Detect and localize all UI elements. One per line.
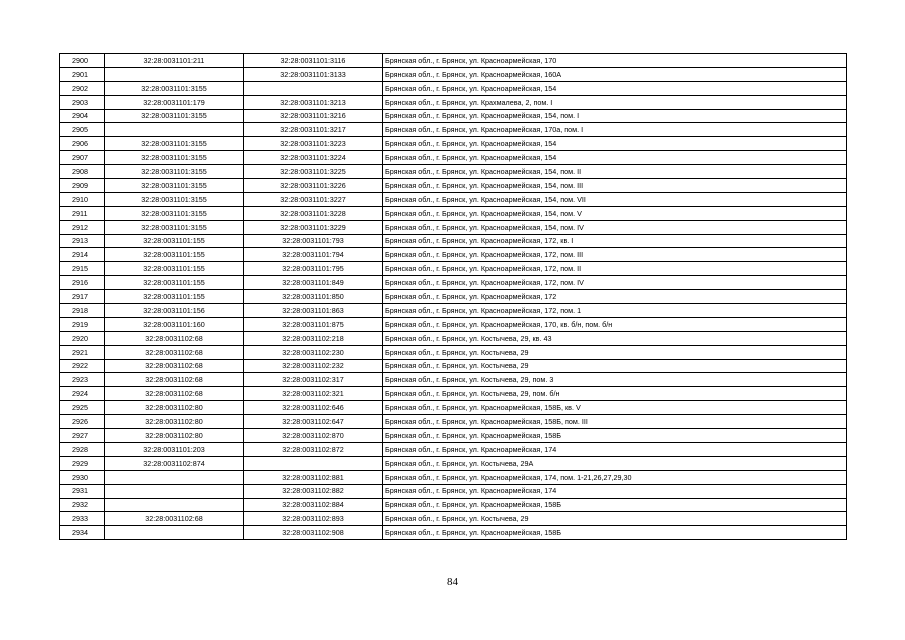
table-row [60, 415, 847, 429]
table-row [60, 484, 847, 498]
row-number-cell: 2922 [60, 359, 105, 373]
row-number-cell: 2909 [60, 179, 105, 193]
cadastral-table [59, 53, 847, 540]
row-number-cell: 2901 [60, 67, 105, 81]
row-number-cell: 2934 [60, 526, 105, 540]
table-row [60, 206, 847, 220]
object-number-cell: 32:28:0031101:875 [244, 317, 383, 331]
object-number-cell: 32:28:0031102:872 [244, 442, 383, 456]
address-cell: Брянская обл., г. Брянск, ул. Костычева, 29 [383, 512, 847, 526]
row-number-cell: 2933 [60, 512, 105, 526]
address-cell: Брянская обл., г. Брянск, ул. Красноармейская, 170а, пом. I [383, 123, 847, 137]
parcel-number-cell: 32:28:0031101:179 [105, 95, 244, 109]
table-row [60, 470, 847, 484]
object-number-cell: 32:28:0031102:870 [244, 429, 383, 443]
row-number-cell: 2916 [60, 276, 105, 290]
object-number-cell: 32:28:0031102:893 [244, 512, 383, 526]
parcel-number-cell: 32:28:0031101:156 [105, 304, 244, 318]
table-row [60, 220, 847, 234]
object-number-cell: 32:28:0031102:882 [244, 484, 383, 498]
row-number-cell: 2904 [60, 109, 105, 123]
parcel-number-cell: 32:28:0031102:68 [105, 373, 244, 387]
parcel-number-cell: 32:28:0031101:155 [105, 234, 244, 248]
address-cell: Брянская обл., г. Брянск, ул. Красноармейская, 154 [383, 151, 847, 165]
object-number-cell: 32:28:0031101:3133 [244, 67, 383, 81]
address-cell: Брянская обл., г. Брянск, ул. Красноармейская, 158Б, кв. V [383, 401, 847, 415]
parcel-number-cell: 32:28:0031101:155 [105, 276, 244, 290]
row-number-cell: 2932 [60, 498, 105, 512]
parcel-number-cell: 32:28:0031101:3155 [105, 151, 244, 165]
object-number-cell [244, 456, 383, 470]
row-number-cell: 2911 [60, 206, 105, 220]
parcel-number-cell: 32:28:0031102:68 [105, 345, 244, 359]
table-row [60, 304, 847, 318]
parcel-number-cell: 32:28:0031101:211 [105, 54, 244, 68]
parcel-number-cell: 32:28:0031101:3155 [105, 220, 244, 234]
table-row [60, 442, 847, 456]
table-row [60, 512, 847, 526]
table-row [60, 359, 847, 373]
address-cell: Брянская обл., г. Брянск, ул. Красноармейская, 154 [383, 137, 847, 151]
row-number-cell: 2905 [60, 123, 105, 137]
row-number-cell: 2908 [60, 165, 105, 179]
object-number-cell: 32:28:0031101:3227 [244, 192, 383, 206]
table-row [60, 526, 847, 540]
address-cell: Брянская обл., г. Брянск, ул. Красноармейская, 158Б [383, 526, 847, 540]
table-row [60, 179, 847, 193]
address-cell: Брянская обл., г. Брянск, ул. Красноармейская, 154, пом. II [383, 165, 847, 179]
parcel-number-cell: 32:28:0031101:3155 [105, 165, 244, 179]
address-cell: Брянская обл., г. Брянск, ул. Красноармейская, 172, пом. IV [383, 276, 847, 290]
address-cell: Брянская обл., г. Брянск, ул. Красноармейская, 174 [383, 484, 847, 498]
row-number-cell: 2930 [60, 470, 105, 484]
table-row [60, 456, 847, 470]
address-cell: Брянская обл., г. Брянск, ул. Красноармейская, 154, пом. VII [383, 192, 847, 206]
address-cell: Брянская обл., г. Брянск, ул. Красноармейская, 172, пом. 1 [383, 304, 847, 318]
object-number-cell: 32:28:0031101:849 [244, 276, 383, 290]
parcel-number-cell: 32:28:0031101:155 [105, 290, 244, 304]
address-cell: Брянская обл., г. Брянск, ул. Красноармейская, 174, пом. 1-21,26,27,29,30 [383, 470, 847, 484]
row-number-cell: 2915 [60, 262, 105, 276]
table-row [60, 151, 847, 165]
table-row [60, 109, 847, 123]
object-number-cell: 32:28:0031101:795 [244, 262, 383, 276]
parcel-number-cell: 32:28:0031101:3155 [105, 192, 244, 206]
parcel-number-cell [105, 470, 244, 484]
row-number-cell: 2928 [60, 442, 105, 456]
object-number-cell: 32:28:0031101:793 [244, 234, 383, 248]
row-number-cell: 2907 [60, 151, 105, 165]
parcel-number-cell: 32:28:0031102:874 [105, 456, 244, 470]
parcel-number-cell: 32:28:0031101:3155 [105, 109, 244, 123]
address-cell: Брянская обл., г. Брянск, ул. Костычева, 29 [383, 345, 847, 359]
row-number-cell: 2926 [60, 415, 105, 429]
parcel-number-cell: 32:28:0031101:155 [105, 248, 244, 262]
table-row [60, 498, 847, 512]
object-number-cell: 32:28:0031101:3226 [244, 179, 383, 193]
row-number-cell: 2921 [60, 345, 105, 359]
row-number-cell: 2906 [60, 137, 105, 151]
row-number-cell: 2923 [60, 373, 105, 387]
address-cell: Брянская обл., г. Брянск, ул. Красноармейская, 172, кв. I [383, 234, 847, 248]
parcel-number-cell: 32:28:0031101:155 [105, 262, 244, 276]
table-row [60, 373, 847, 387]
object-number-cell: 32:28:0031102:321 [244, 387, 383, 401]
row-number-cell: 2929 [60, 456, 105, 470]
object-number-cell: 32:28:0031102:881 [244, 470, 383, 484]
table-row [60, 331, 847, 345]
address-cell: Брянская обл., г. Брянск, ул. Красноармейская, 154, пом. IV [383, 220, 847, 234]
row-number-cell: 2917 [60, 290, 105, 304]
parcel-number-cell [105, 484, 244, 498]
table-row [60, 54, 847, 68]
row-number-cell: 2918 [60, 304, 105, 318]
object-number-cell: 32:28:0031102:230 [244, 345, 383, 359]
object-number-cell: 32:28:0031102:647 [244, 415, 383, 429]
table-row [60, 67, 847, 81]
parcel-number-cell: 32:28:0031102:68 [105, 359, 244, 373]
object-number-cell: 32:28:0031102:218 [244, 331, 383, 345]
address-cell: Брянская обл., г. Брянск, ул. Красноармейская, 154, пом. I [383, 109, 847, 123]
parcel-number-cell: 32:28:0031101:3155 [105, 137, 244, 151]
parcel-number-cell [105, 526, 244, 540]
row-number-cell: 2903 [60, 95, 105, 109]
object-number-cell: 32:28:0031101:3216 [244, 109, 383, 123]
address-cell: Брянская обл., г. Брянск, ул. Красноармейская, 154, пом. V [383, 206, 847, 220]
object-number-cell: 32:28:0031102:232 [244, 359, 383, 373]
parcel-number-cell: 32:28:0031102:80 [105, 415, 244, 429]
row-number-cell: 2913 [60, 234, 105, 248]
table-row [60, 81, 847, 95]
address-cell: Брянская обл., г. Брянск, ул. Красноармейская, 154, пом. III [383, 179, 847, 193]
row-number-cell: 2925 [60, 401, 105, 415]
parcel-number-cell: 32:28:0031102:68 [105, 331, 244, 345]
object-number-cell: 32:28:0031101:850 [244, 290, 383, 304]
address-cell: Брянская обл., г. Брянск, ул. Костычева, 29, пом. б/н [383, 387, 847, 401]
table-row [60, 262, 847, 276]
address-cell: Брянская обл., г. Брянск, ул. Костычева, 29, пом. 3 [383, 373, 847, 387]
object-number-cell [244, 81, 383, 95]
address-cell: Брянская обл., г. Брянск, ул. Красноармейская, 158Б [383, 429, 847, 443]
row-number-cell: 2914 [60, 248, 105, 262]
object-number-cell: 32:28:0031101:3228 [244, 206, 383, 220]
table-row [60, 290, 847, 304]
parcel-number-cell: 32:28:0031102:80 [105, 401, 244, 415]
row-number-cell: 2912 [60, 220, 105, 234]
table-row [60, 276, 847, 290]
address-cell: Брянская обл., г. Брянск, ул. Красноармейская, 158Б [383, 498, 847, 512]
object-number-cell: 32:28:0031101:3223 [244, 137, 383, 151]
address-cell: Брянская обл., г. Брянск, ул. Красноармейская, 174 [383, 442, 847, 456]
row-number-cell: 2927 [60, 429, 105, 443]
object-number-cell: 32:28:0031101:3229 [244, 220, 383, 234]
row-number-cell: 2900 [60, 54, 105, 68]
address-cell: Брянская обл., г. Брянск, ул. Костычева, 29 [383, 359, 847, 373]
object-number-cell: 32:28:0031102:884 [244, 498, 383, 512]
address-cell: Брянская обл., г. Брянск, ул. Красноармейская, 160А [383, 67, 847, 81]
address-cell: Брянская обл., г. Брянск, ул. Костычева, 29А [383, 456, 847, 470]
object-number-cell: 32:28:0031102:908 [244, 526, 383, 540]
row-number-cell: 2910 [60, 192, 105, 206]
parcel-number-cell: 32:28:0031101:160 [105, 317, 244, 331]
address-cell: Брянская обл., г. Брянск, ул. Красноармейская, 158Б, пом. III [383, 415, 847, 429]
parcel-number-cell: 32:28:0031101:203 [105, 442, 244, 456]
object-number-cell: 32:28:0031101:3213 [244, 95, 383, 109]
parcel-number-cell: 32:28:0031101:3155 [105, 81, 244, 95]
address-cell: Брянская обл., г. Брянск, ул. Костычева, 29, кв. 43 [383, 331, 847, 345]
address-cell: Брянская обл., г. Брянск, ул. Красноармейская, 172, пом. II [383, 262, 847, 276]
object-number-cell: 32:28:0031102:317 [244, 373, 383, 387]
table-row [60, 387, 847, 401]
parcel-number-cell: 32:28:0031102:80 [105, 429, 244, 443]
parcel-number-cell: 32:28:0031102:68 [105, 512, 244, 526]
address-cell: Брянская обл., г. Брянск, ул. Красноармейская, 172 [383, 290, 847, 304]
table-row [60, 192, 847, 206]
table-row [60, 429, 847, 443]
address-cell: Брянская обл., г. Брянск, ул. Красноармейская, 170 [383, 54, 847, 68]
table-row [60, 345, 847, 359]
table-body [60, 54, 847, 540]
parcel-number-cell [105, 123, 244, 137]
table-row [60, 123, 847, 137]
parcel-number-cell: 32:28:0031101:3155 [105, 206, 244, 220]
row-number-cell: 2924 [60, 387, 105, 401]
parcel-number-cell [105, 67, 244, 81]
object-number-cell: 32:28:0031101:3224 [244, 151, 383, 165]
table-row [60, 401, 847, 415]
row-number-cell: 2919 [60, 317, 105, 331]
parcel-number-cell: 32:28:0031102:68 [105, 387, 244, 401]
row-number-cell: 2920 [60, 331, 105, 345]
parcel-number-cell: 32:28:0031101:3155 [105, 179, 244, 193]
object-number-cell: 32:28:0031101:863 [244, 304, 383, 318]
address-cell: Брянская обл., г. Брянск, ул. Крахмалева, 2, пом. I [383, 95, 847, 109]
object-number-cell: 32:28:0031101:3225 [244, 165, 383, 179]
page-number: 84 [447, 576, 458, 588]
row-number-cell: 2902 [60, 81, 105, 95]
object-number-cell: 32:28:0031102:646 [244, 401, 383, 415]
address-cell: Брянская обл., г. Брянск, ул. Красноармейская, 154 [383, 81, 847, 95]
table-row [60, 165, 847, 179]
parcel-number-cell [105, 498, 244, 512]
table-row [60, 95, 847, 109]
table-row [60, 137, 847, 151]
address-cell: Брянская обл., г. Брянск, ул. Красноармейская, 172, пом. III [383, 248, 847, 262]
table-row [60, 248, 847, 262]
address-cell: Брянская обл., г. Брянск, ул. Красноармейская, 170, кв. б/н, пом. б/н [383, 317, 847, 331]
table-row [60, 234, 847, 248]
object-number-cell: 32:28:0031101:3116 [244, 54, 383, 68]
object-number-cell: 32:28:0031101:3217 [244, 123, 383, 137]
row-number-cell: 2931 [60, 484, 105, 498]
table-row [60, 317, 847, 331]
object-number-cell: 32:28:0031101:794 [244, 248, 383, 262]
